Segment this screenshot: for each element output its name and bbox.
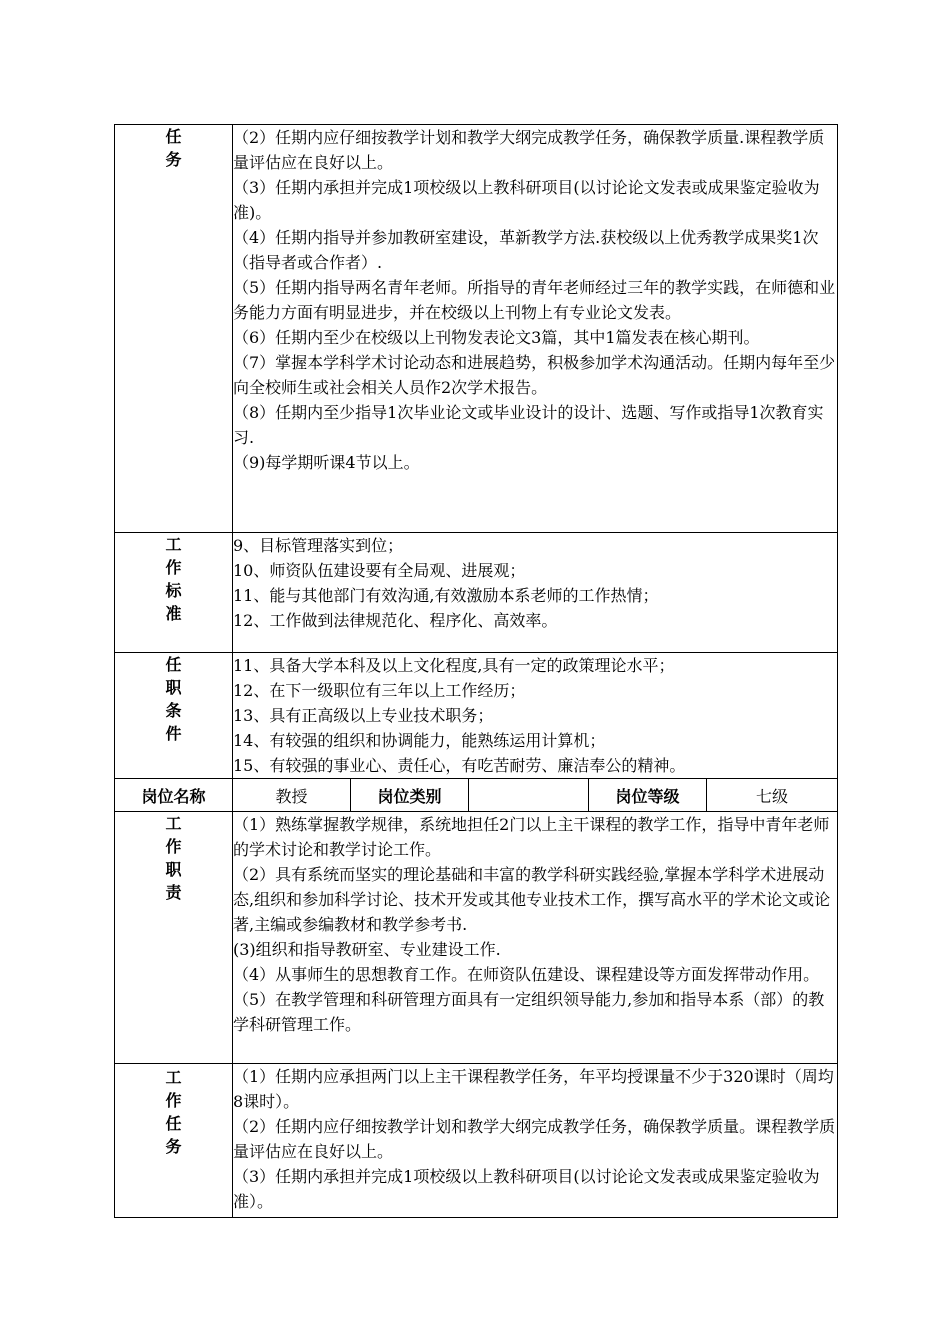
list-item: （6）任期内至少在校级以上刊物发表论文3篇，其中1篇发表在核心期刊。 xyxy=(233,328,760,347)
list-item: 11、能与其他部门有效沟通,有效激励本系老师的工作热情； xyxy=(233,586,659,605)
list-item: （4）从事师生的思想教育工作。在师资队伍建设、课程建设等方面发挥带动作用。 xyxy=(233,965,820,984)
section-label-duty xyxy=(115,812,233,1064)
position-category-value xyxy=(469,779,589,812)
section-qualification-row xyxy=(115,653,838,779)
list-item: 11、具备大学本科及以上文化程度,具有一定的政策理论水平； xyxy=(233,656,675,675)
section-content-standard xyxy=(233,533,838,653)
label-char: 作 xyxy=(165,837,182,856)
label-char: 任 xyxy=(165,1114,182,1133)
list-item: 10、师资队伍建设要有全局观、进展观； xyxy=(233,561,526,580)
label-char: 标 xyxy=(165,581,182,600)
section-standard-row xyxy=(115,533,838,653)
list-item: （2）具有系统而坚实的理论基础和丰富的教学科研实践经验,掌握本学科学术进展动态,组织和参加科学讨论、技术开发或其他专业技术工作，撰写高水平的学术论文或论著,主编或参编教材和教学参考书. xyxy=(233,865,831,934)
label-char: 任 xyxy=(165,127,182,146)
section-content-qualification xyxy=(233,653,838,779)
label-char: 职 xyxy=(165,678,182,697)
label-char: 务 xyxy=(165,150,182,169)
label-char: 务 xyxy=(165,1137,182,1156)
position-name-label: 岗位名称 xyxy=(115,779,233,812)
section-content-task xyxy=(233,125,838,533)
list-item: （8）任期内至少指导1次毕业论文或毕业设计的设计、选题、写作或指导1次教育实习. xyxy=(233,403,824,447)
list-item: （3）任期内承担并完成1项校级以上教科研项目(以讨论论文发表或成果鉴定验收为准)。 xyxy=(233,178,820,222)
section-label-task xyxy=(115,125,233,533)
position-grade-value: 七级 xyxy=(707,779,838,812)
list-item: 12、工作做到法律规范化、程序化、高效率。 xyxy=(233,611,558,630)
section-label-work-task xyxy=(115,1064,233,1218)
label-char: 作 xyxy=(165,1091,182,1110)
position-name-value: 教授 xyxy=(233,779,351,812)
section-task-row xyxy=(115,125,838,533)
list-item: （7）掌握本学科学术讨论动态和进展趋势，积极参加学术沟通活动。任期内每年至少向全校师生或社会相关人员作2次学术报告。 xyxy=(233,353,836,397)
list-item: （9)每学期听课4节以上。 xyxy=(233,453,420,472)
section-label-standard xyxy=(115,533,233,653)
position-category-label: 岗位类别 xyxy=(351,779,469,812)
section-content-duty xyxy=(233,812,838,1064)
list-item: （2）任期内应仔细按教学计划和教学大纲完成教学任务，确保教学质量.课程教学质量评估应在良好以上。 xyxy=(233,128,825,172)
section-duty-row xyxy=(115,812,838,1064)
label-char: 工 xyxy=(165,535,182,554)
label-char: 准 xyxy=(165,604,182,623)
list-item: 15、有较强的事业心、责任心，有吃苦耐劳、廉洁奉公的精神。 xyxy=(233,756,686,775)
position-table xyxy=(114,124,838,1218)
label-char: 职 xyxy=(165,860,182,879)
section-label-qualification xyxy=(115,653,233,779)
label-char: 工 xyxy=(165,1068,182,1087)
list-item: （3）任期内承担并完成1项校级以上教科研项目(以讨论论文发表或成果鉴定验收为准）。 xyxy=(233,1167,820,1211)
list-item: （1）任期内应承担两门以上主干课程教学任务，年平均授课量不少于320课时（周均8课时）。 xyxy=(233,1067,834,1111)
section-work-task-row xyxy=(115,1064,838,1218)
list-item: （5）在教学管理和科研管理方面具有一定组织领导能力,参加和指导本系（部）的教学科研管理工作。 xyxy=(233,990,825,1034)
section-content-work-task xyxy=(233,1064,838,1218)
label-char: 责 xyxy=(165,883,182,902)
label-char: 工 xyxy=(165,814,182,833)
label-char: 作 xyxy=(165,558,182,577)
position-grade-label: 岗位等级 xyxy=(589,779,707,812)
list-item: （4）任期内指导并参加教研室建设，革新教学方法.获校级以上优秀教学成果奖1次（指导者或合作者）. xyxy=(233,228,819,272)
label-char: 件 xyxy=(165,724,182,743)
list-item: （5）任期内指导两名青年老师。所指导的青年老师经过三年的教学实践，在师德和业务能力方面有明显进步，并在校级以上刊物上有专业论文发表。 xyxy=(233,278,836,322)
list-item: 14、有较强的组织和协调能力，能熟练运用计算机； xyxy=(233,731,606,750)
list-item: 9、目标管理落实到位； xyxy=(233,536,404,555)
list-item: （2）任期内应仔细按教学计划和教学大纲完成教学任务，确保教学质量。课程教学质量评估应在良好以上。 xyxy=(233,1117,836,1161)
list-item: （1）熟练掌握教学规律，系统地担任2门以上主干课程的教学工作，指导中青年老师的学术讨论和教学讨论工作。 xyxy=(233,815,830,859)
label-char: 条 xyxy=(165,701,182,720)
list-item: (3)组织和指导教研室、专业建设工作. xyxy=(233,940,501,959)
list-item: 13、具有正高级以上专业技术职务； xyxy=(233,706,494,725)
list-item: 12、在下一级职位有三年以上工作经历； xyxy=(233,681,526,700)
position-header-row xyxy=(115,779,838,812)
label-char: 任 xyxy=(165,655,182,674)
